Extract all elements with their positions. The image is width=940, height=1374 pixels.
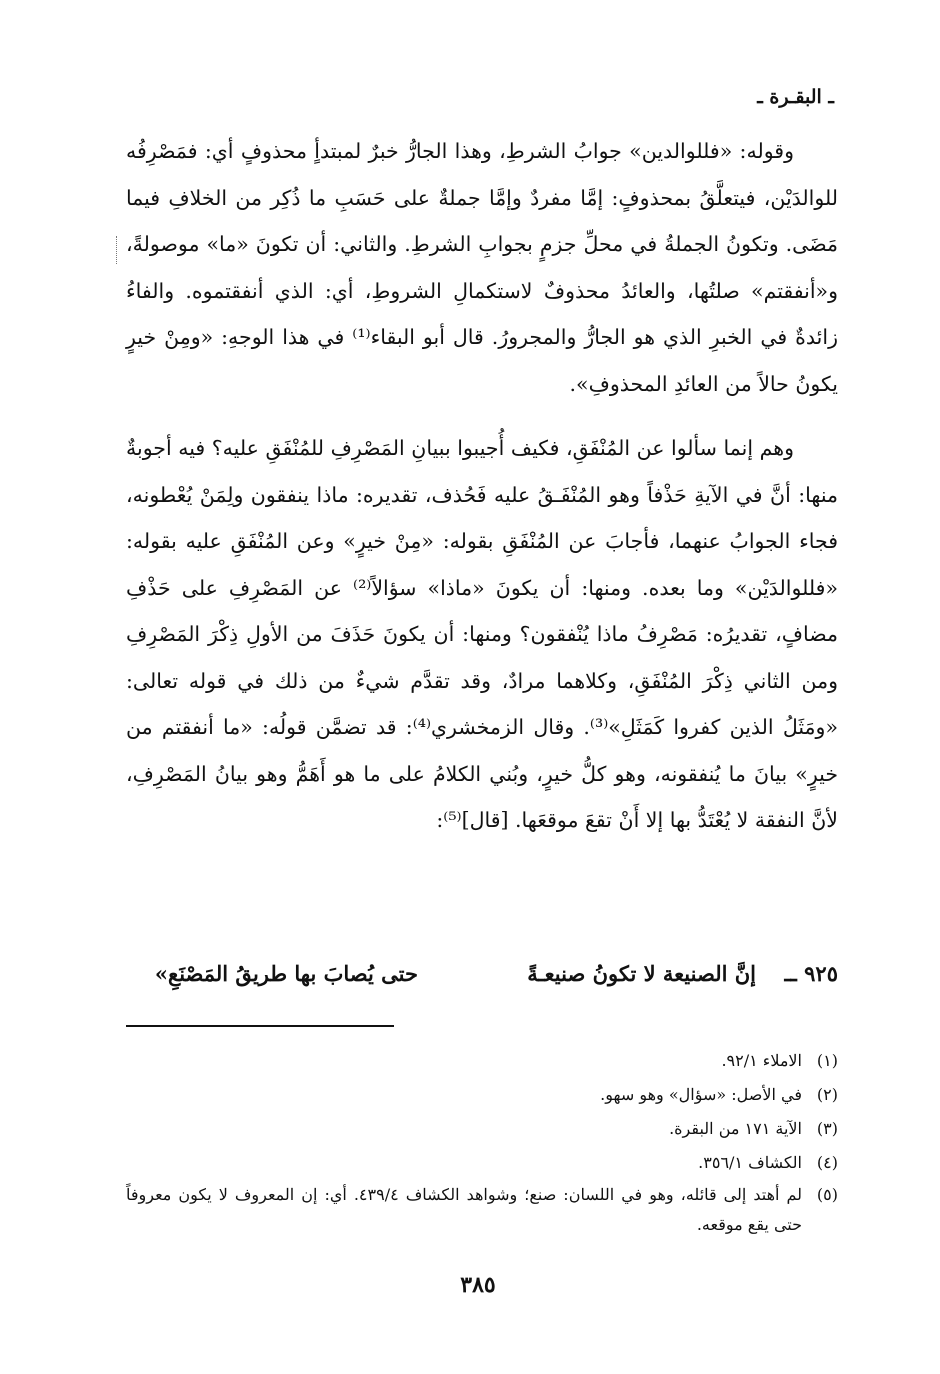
footnote-item [126, 1112, 838, 1146]
footnote-text: لم أهتد إلى قائله، وهو في اللسان: صنع؛ وشواهد الكشاف ٤٣٩/٤. أي: إن المعروف لا يكون معروفاً حتى يقع موقعه. [126, 1185, 802, 1234]
footnote-item [126, 1146, 838, 1180]
paragraph-2: وهم إنما سألوا عن المُنْفَقِ، فكيف أُجيبوا ببيانِ المَصْرِفِ للمُنْفَقِ عليه؟ فيه أجوبةٌ منها: أنَّ في الآيةِ حَذْفاً وهو المُنْفَـقُ عليه فَحُذف، تقديره: ماذا ينفقون ولِمَنْ يُعْطونه، فجاء الجوابُ عنهما، فأجابَ عن المُنْفَقِ بقوله: «مِنْ خيرٍ» وعن المُنْفَقِ عليه بقوله: «فللوالدَيْن» وما بعده. ومنها: أن يكونَ «ماذا» سؤالاً⁽²⁾ عن المَصْرِفِ على حَذْفِ مضافٍ، تقديرُه: مَصْرِفُ ماذا يُنْفقون؟ ومنها: أن يكونَ حَذَفَ من الأولِ ذِكْرَ المَصْرِفِ ومن الثاني ذِكْرَ المُنْفَقِ، وكلاهما مرادٌ، وقد تقدَّم شيءٌ من ذلك في قوله تعالى: «ومَثَلُ الذين كفروا كَمَثَلِ»⁽³⁾. وقال الزمخشري⁽⁴⁾: قد تضمَّن قولُه: «ما أنفقتم من خيرٍ» بيانَ ما يُنفقونه، وهو كلُّ خيرٍ، وبُني الكلامُ على ما هو أَهَمُّ وهو بيانُ المَصْرِفِ، لأنَّ النفقة لا يُعْتَدُّ بها إلا أَنْ تقعَ موقعَها. [قال]⁽⁵⁾: [126, 436, 838, 832]
footnote-number: (٢) [816, 1085, 838, 1104]
footnote-text: الاملاء ٩٢/١. [721, 1051, 802, 1070]
footnote-text: في الأصل: «سؤال» وهو سهو. [600, 1085, 802, 1104]
footnote-item [126, 1078, 838, 1112]
verse-number: ٩٢٥ ــ [784, 961, 838, 986]
footnote-number: (٥) [816, 1185, 838, 1204]
footnote-item [126, 1180, 838, 1240]
paragraph-1: وقوله: «فللوالدين» جوابُ الشرطِ، وهذا الجارُّ خبرٌ لمبتدأٍ محذوفٍ أي: فمَصْرِفُه للوالدَيْن، فيتعلَّقُ بمحذوفٍ: إمَّا مفردٌ وإمَّا جملةٌ على حَسَبِ ما ذُكِر من الخلافِ فيما مَضَى. وتكونُ الجملةُ في محلِّ جزمٍ بجوابِ الشرطِ. والثاني: أن تكونَ «ما» موصولةً، و«أنفقتم» صلتُها، والعائدُ محذوفٌ لاستكمالِ الشروطِ، أي: الذي أنفقتموه. والفاءُ زائدةٌ في الخبرِ الذي هو الجارُّ والمجرورُ. قال أبو البقاء⁽¹⁾ في هذا الوجهِ: «ومِنْ خيرٍ يكونُ حالاً من العائدِ المحذوفِ». [126, 139, 838, 396]
verse-first-hemistich: إنَّ الصنيعة لا تكونُ صنيعـةً [527, 961, 756, 986]
running-head: ـ البقـرة ـ [757, 86, 834, 108]
book-page [118, 86, 838, 1326]
footnote-item [126, 1044, 838, 1078]
page-number: ٣٨٥ [460, 1272, 496, 1298]
footnote-text: الكشاف ٣٥٦/١. [698, 1153, 802, 1172]
footnote-separator [126, 1025, 394, 1027]
footnote-number: (٤) [816, 1153, 838, 1172]
verse-second-hemistich: حتى يُصابَ بها طريقُ المَصْنَعِ» [154, 961, 418, 986]
main-text [126, 128, 838, 844]
footnote-number: (١) [816, 1051, 838, 1070]
footnote-text: الآية ١٧١ من البقرة. [669, 1119, 802, 1138]
footnote-number: (٣) [816, 1119, 838, 1138]
footnotes [126, 1044, 838, 1240]
margin-rule [116, 236, 118, 264]
poetry-verse [126, 952, 838, 996]
